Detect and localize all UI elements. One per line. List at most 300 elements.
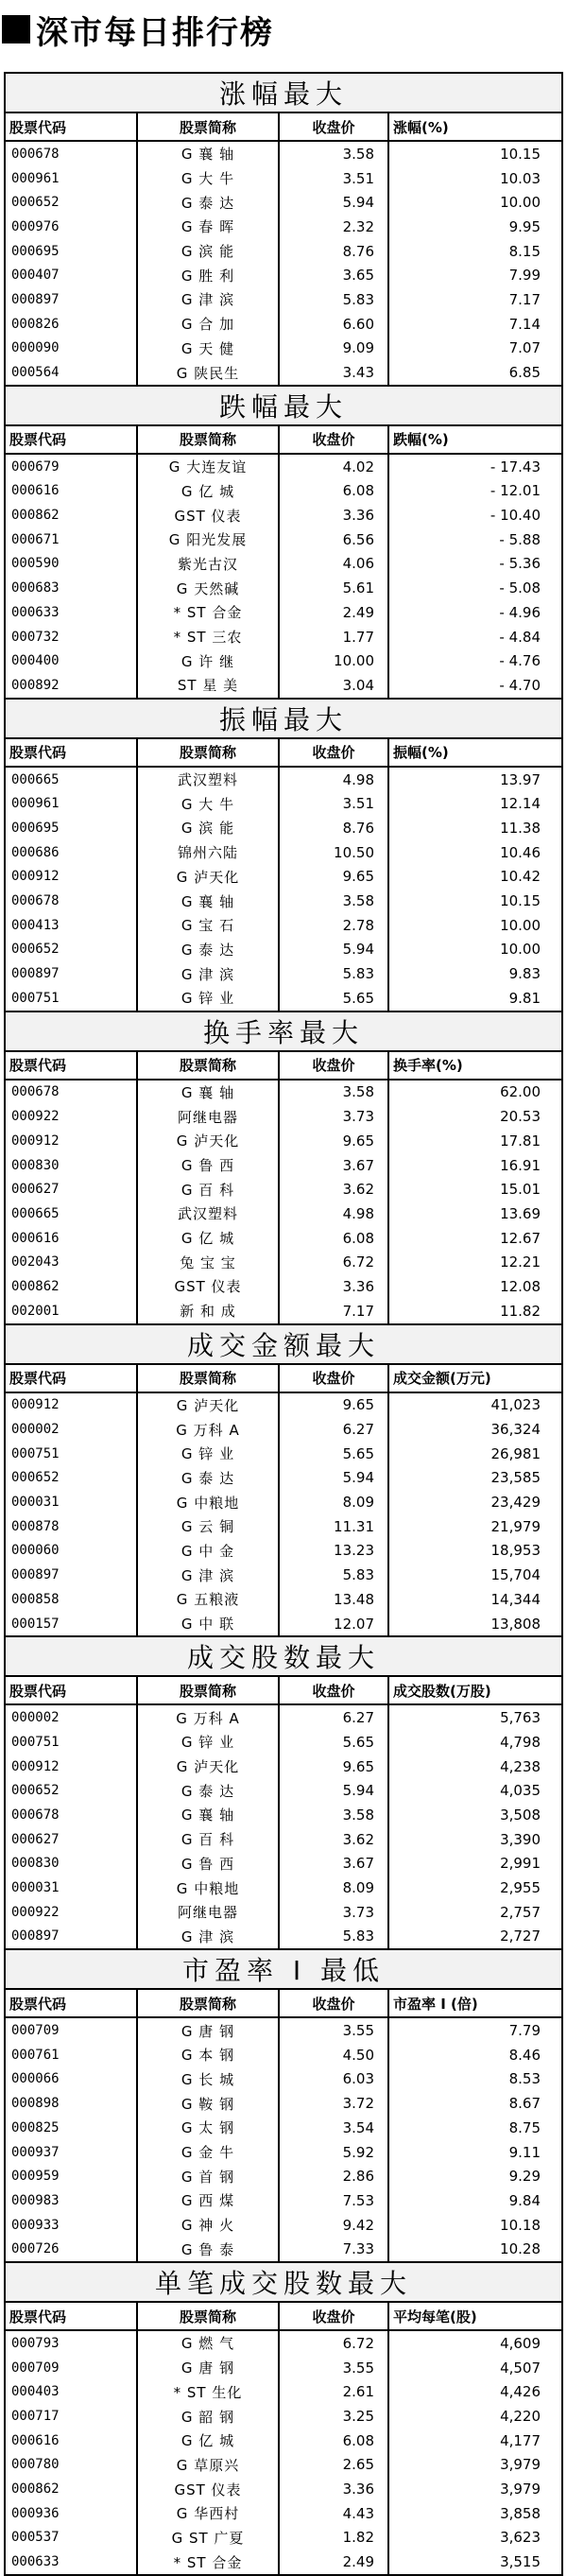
column-header-close-price: 收盘价 xyxy=(279,1676,388,1704)
table-row xyxy=(5,2091,562,2116)
close-price: 7.33 xyxy=(279,2237,388,2262)
metric-value: 5,763 xyxy=(500,1709,541,1727)
close-price: 6.03 xyxy=(279,2067,388,2092)
close-price: 1.77 xyxy=(279,625,388,649)
stock-code: 000936 xyxy=(5,2501,137,2526)
metric-value: - 5.08 xyxy=(499,579,541,597)
metric-value: 21,979 xyxy=(490,1517,541,1535)
metric-value: 13,808 xyxy=(490,1615,541,1633)
table-row xyxy=(5,141,562,166)
stock-code: 000633 xyxy=(5,2550,137,2575)
metric-value: 7.99 xyxy=(508,267,541,285)
metric-value: 8.67 xyxy=(508,2095,541,2113)
close-price: 3.73 xyxy=(279,1104,388,1129)
stock-name: 新 和 成 xyxy=(137,1299,279,1324)
stock-name: G ST 广夏 xyxy=(137,2526,279,2550)
close-price: 5.83 xyxy=(279,961,388,986)
stock-name: G 中 金 xyxy=(137,1539,279,1564)
stock-code: 000912 xyxy=(5,1755,137,1779)
table-row xyxy=(5,312,562,337)
close-price: 3.65 xyxy=(279,263,388,287)
column-header-stock-name: 股票简称 xyxy=(137,1364,279,1392)
stock-code: 000751 xyxy=(5,1730,137,1755)
stock-code: 000616 xyxy=(5,2429,137,2453)
metric-value: - 5.88 xyxy=(499,530,541,548)
stock-name: 武汉塑料 xyxy=(137,1202,279,1226)
stock-code: 000652 xyxy=(5,938,137,962)
column-header-stock-code: 股票代码 xyxy=(5,425,137,454)
stock-code: 000878 xyxy=(5,1514,137,1539)
table-row xyxy=(5,1392,562,1418)
stock-name: G 万科 A xyxy=(137,1417,279,1442)
column-header-metric-value: 跌幅(%) xyxy=(388,425,562,454)
metric-value: - 17.43 xyxy=(490,458,541,475)
stock-code: 000686 xyxy=(5,840,137,865)
close-price: 2.49 xyxy=(279,600,388,625)
metric-value: 20.53 xyxy=(500,1108,541,1126)
close-price: 2.78 xyxy=(279,913,388,938)
stock-code: 000937 xyxy=(5,2140,137,2165)
table-row xyxy=(5,913,562,938)
stock-code: 000665 xyxy=(5,767,137,792)
table-row xyxy=(5,1080,562,1105)
close-price: 3.55 xyxy=(279,2356,388,2380)
close-price: 6.08 xyxy=(279,479,388,504)
column-header-close-price: 收盘价 xyxy=(279,1364,388,1392)
table-row xyxy=(5,2429,562,2453)
stock-code: 000678 xyxy=(5,1080,137,1105)
table-row xyxy=(5,1704,562,1730)
stock-name: G 锌 业 xyxy=(137,1730,279,1755)
stock-code: 000961 xyxy=(5,791,137,816)
stock-name: G 鲁 西 xyxy=(137,1153,279,1178)
close-price: 2.86 xyxy=(279,2164,388,2188)
close-price: 10.00 xyxy=(279,648,388,673)
column-header-row xyxy=(5,425,562,454)
stock-code: 000933 xyxy=(5,2213,137,2238)
table-row xyxy=(5,1803,562,1827)
close-price: 4.98 xyxy=(279,767,388,792)
close-price: 2.61 xyxy=(279,2380,388,2405)
metric-value: 17.81 xyxy=(500,1132,541,1150)
stock-code: 000683 xyxy=(5,576,137,600)
stock-code: 000858 xyxy=(5,1587,137,1612)
stock-code: 000590 xyxy=(5,552,137,577)
metric-value: 2,757 xyxy=(500,1903,541,1921)
metric-value: - 10.40 xyxy=(490,507,541,525)
stock-name: G 陕民生 xyxy=(137,360,279,386)
stock-name: G 春 晖 xyxy=(137,215,279,239)
metric-value: 8.53 xyxy=(508,2070,541,2088)
metric-value: 10.46 xyxy=(500,843,541,861)
metric-value: 9.81 xyxy=(508,989,541,1007)
metric-value: 10.00 xyxy=(500,194,541,212)
close-price: 3.55 xyxy=(279,2017,388,2043)
metric-value: 4,426 xyxy=(500,2383,541,2401)
section-title: 振幅最大 xyxy=(5,700,562,738)
section-amount-top xyxy=(4,1325,563,1638)
section-title: 市盈率 I 最低 xyxy=(5,1950,562,1989)
table-row xyxy=(5,479,562,504)
stock-code: 000826 xyxy=(5,312,137,337)
close-price: 3.67 xyxy=(279,1852,388,1876)
stock-code: 000090 xyxy=(5,337,137,361)
metric-value: 10.15 xyxy=(500,145,541,163)
stock-code: 000830 xyxy=(5,1153,137,1178)
metric-value: 3,508 xyxy=(500,1806,541,1824)
metric-value: 10.28 xyxy=(500,2240,541,2258)
close-price: 2.49 xyxy=(279,2550,388,2575)
stock-name: G 津 滨 xyxy=(137,1563,279,1587)
table-row xyxy=(5,503,562,527)
stock-name: G 泸天化 xyxy=(137,1129,279,1153)
table-row xyxy=(5,1925,562,1950)
close-price: 4.50 xyxy=(279,2043,388,2067)
metric-value: - 4.84 xyxy=(499,628,541,646)
metric-value: 11.38 xyxy=(500,819,541,837)
stock-name: 紫光古汉 xyxy=(137,552,279,577)
close-price: 3.51 xyxy=(279,166,388,191)
stock-name: * ST 生化 xyxy=(137,2380,279,2405)
stock-code: 000959 xyxy=(5,2164,137,2188)
metric-value: 4,798 xyxy=(500,1733,541,1751)
stock-name: G 金 牛 xyxy=(137,2140,279,2165)
stock-name: G 亿 城 xyxy=(137,2429,279,2453)
table-row xyxy=(5,1755,562,1779)
column-header-stock-name: 股票简称 xyxy=(137,112,279,141)
column-header-close-price: 收盘价 xyxy=(279,1051,388,1080)
title-square-icon xyxy=(2,15,30,43)
close-price: 9.09 xyxy=(279,337,388,361)
close-price: 3.58 xyxy=(279,1803,388,1827)
column-header-stock-code: 股票代码 xyxy=(5,2302,137,2330)
table-row xyxy=(5,1274,562,1299)
stock-name: * ST 合金 xyxy=(137,600,279,625)
table-row xyxy=(5,360,562,386)
close-price: 7.17 xyxy=(279,1299,388,1324)
metric-value: 10.00 xyxy=(500,941,541,959)
column-header-stock-name: 股票简称 xyxy=(137,738,279,767)
column-header-metric-value: 平均每笔(股) xyxy=(388,2302,562,2330)
stock-name: G 襄 轴 xyxy=(137,1803,279,1827)
stock-name: 兔 宝 宝 xyxy=(137,1250,279,1274)
stock-code: 000671 xyxy=(5,527,137,552)
metric-value: 3,623 xyxy=(500,2529,541,2547)
stock-code: 000897 xyxy=(5,287,137,312)
table-row xyxy=(5,1514,562,1539)
stock-name: 锦州六陆 xyxy=(137,840,279,865)
metric-value: 15,704 xyxy=(490,1566,541,1584)
metric-value: 12.67 xyxy=(500,1229,541,1247)
stock-name: G 滨 能 xyxy=(137,816,279,840)
stock-code: 000912 xyxy=(5,1392,137,1418)
close-price: 3.36 xyxy=(279,1274,388,1299)
table-row xyxy=(5,600,562,625)
section-title: 涨幅最大 xyxy=(5,73,562,112)
metric-value: 4,220 xyxy=(500,2408,541,2426)
stock-name: G 首 钢 xyxy=(137,2164,279,2188)
table-row xyxy=(5,576,562,600)
close-price: 6.56 xyxy=(279,527,388,552)
metric-value: 11.82 xyxy=(500,1302,541,1320)
metric-value: 62.00 xyxy=(500,1083,541,1101)
stock-code: 000726 xyxy=(5,2237,137,2262)
close-price: 6.60 xyxy=(279,312,388,337)
stock-name: G 泰 达 xyxy=(137,1778,279,1803)
table-row xyxy=(5,673,562,699)
column-header-close-price: 收盘价 xyxy=(279,738,388,767)
close-price: 5.65 xyxy=(279,1442,388,1466)
close-price: 9.65 xyxy=(279,1392,388,1418)
stock-code: 000627 xyxy=(5,1177,137,1202)
stock-code: 000862 xyxy=(5,503,137,527)
metric-value: - 4.96 xyxy=(499,603,541,621)
stock-code: 000031 xyxy=(5,1490,137,1514)
stock-code: 000695 xyxy=(5,816,137,840)
close-price: 10.50 xyxy=(279,840,388,865)
stock-name: G 泸天化 xyxy=(137,1392,279,1418)
metric-value: 7.79 xyxy=(508,2022,541,2040)
metric-value: 13.69 xyxy=(500,1204,541,1222)
stock-name: G 云 铜 xyxy=(137,1514,279,1539)
close-price: 4.43 xyxy=(279,2501,388,2526)
close-price: 5.83 xyxy=(279,1563,388,1587)
metric-value: 13.97 xyxy=(500,770,541,788)
stock-name: G 津 滨 xyxy=(137,961,279,986)
stock-code: 000751 xyxy=(5,986,137,1011)
stock-name: G 泰 达 xyxy=(137,190,279,215)
stock-name: G 襄 轴 xyxy=(137,141,279,166)
close-price: 11.31 xyxy=(279,1514,388,1539)
column-header-stock-name: 股票简称 xyxy=(137,425,279,454)
table-row xyxy=(5,239,562,264)
stock-name: G 韶 钢 xyxy=(137,2404,279,2429)
stock-code: 000922 xyxy=(5,1104,137,1129)
stock-code: 000898 xyxy=(5,2091,137,2116)
close-price: 6.72 xyxy=(279,2330,388,2356)
column-header-metric-value: 涨幅(%) xyxy=(388,112,562,141)
stock-code: 000400 xyxy=(5,648,137,673)
table-row xyxy=(5,1827,562,1852)
column-header-row xyxy=(5,2302,562,2330)
stock-name: G 锌 业 xyxy=(137,986,279,1011)
column-header-row xyxy=(5,1364,562,1392)
close-price: 8.76 xyxy=(279,239,388,264)
table-row xyxy=(5,1852,562,1876)
column-header-metric-value: 成交金额(万元) xyxy=(388,1364,562,1392)
section-title: 换手率最大 xyxy=(5,1012,562,1051)
metric-value: 8.75 xyxy=(508,2118,541,2136)
metric-value: 3,858 xyxy=(500,2504,541,2522)
metric-value: 18,953 xyxy=(490,1542,541,1560)
metric-value: 2,727 xyxy=(500,1928,541,1945)
table-row xyxy=(5,215,562,239)
close-price: 13.48 xyxy=(279,1587,388,1612)
stock-code: 000695 xyxy=(5,239,137,264)
stock-name: G 燃 气 xyxy=(137,2330,279,2356)
stock-name: G 泰 达 xyxy=(137,1466,279,1491)
metric-value: 41,023 xyxy=(490,1396,541,1414)
section-amplitude-top xyxy=(4,700,563,1012)
section-turnover-top xyxy=(4,1012,563,1325)
stock-name: G 亿 城 xyxy=(137,479,279,504)
stock-name: G 神 火 xyxy=(137,2213,279,2238)
stock-code: 000825 xyxy=(5,2116,137,2140)
stock-name: G 鲁 泰 xyxy=(137,2237,279,2262)
metric-value: 6.85 xyxy=(508,364,541,382)
metric-value: 9.83 xyxy=(508,965,541,983)
stock-code: 000678 xyxy=(5,141,137,166)
table-row xyxy=(5,1104,562,1129)
close-price: 6.72 xyxy=(279,1250,388,1274)
stock-name: G 津 滨 xyxy=(137,1925,279,1950)
table-row xyxy=(5,454,562,479)
table-row xyxy=(5,2116,562,2140)
stock-code: 000564 xyxy=(5,360,137,386)
close-price: 3.54 xyxy=(279,2116,388,2140)
close-price: 7.53 xyxy=(279,2188,388,2213)
close-price: 9.42 xyxy=(279,2213,388,2238)
table-row xyxy=(5,865,562,890)
column-header-stock-code: 股票代码 xyxy=(5,1051,137,1080)
table-row xyxy=(5,337,562,361)
column-header-stock-name: 股票简称 xyxy=(137,1676,279,1704)
column-header-row xyxy=(5,738,562,767)
table-row xyxy=(5,1876,562,1900)
table-row xyxy=(5,1730,562,1755)
close-price: 3.36 xyxy=(279,503,388,527)
stock-name: G 百 科 xyxy=(137,1827,279,1852)
stock-code: 000652 xyxy=(5,190,137,215)
stock-name: G 许 继 xyxy=(137,648,279,673)
section-title: 成交金额最大 xyxy=(5,1325,562,1364)
close-price: 5.83 xyxy=(279,287,388,312)
metric-value: 2,991 xyxy=(500,1855,541,1873)
stock-name: G 草原兴 xyxy=(137,2453,279,2478)
metric-value: - 5.36 xyxy=(499,555,541,573)
metric-value: 4,177 xyxy=(500,2431,541,2449)
stock-name: G 泰 达 xyxy=(137,938,279,962)
close-price: 6.27 xyxy=(279,1704,388,1730)
table-row xyxy=(5,1299,562,1324)
stock-name: G 西 煤 xyxy=(137,2188,279,2213)
close-price: 5.94 xyxy=(279,1466,388,1491)
stock-name: G 鞍 钢 xyxy=(137,2091,279,2116)
stock-code: 000751 xyxy=(5,1442,137,1466)
stock-code: 000537 xyxy=(5,2526,137,2550)
ranking-sections xyxy=(4,72,561,2576)
metric-value: 10.03 xyxy=(500,169,541,187)
metric-value: 8.15 xyxy=(508,242,541,260)
stock-code: 000912 xyxy=(5,1129,137,1153)
metric-value: 9.95 xyxy=(508,217,541,235)
table-row xyxy=(5,2213,562,2238)
stock-code: 000892 xyxy=(5,673,137,699)
stock-code: 000066 xyxy=(5,2067,137,2092)
metric-value: 36,324 xyxy=(490,1421,541,1439)
stock-name: G 本 钢 xyxy=(137,2043,279,2067)
stock-code: 000922 xyxy=(5,1900,137,1925)
close-price: 4.02 xyxy=(279,454,388,479)
close-price: 5.61 xyxy=(279,576,388,600)
metric-value: 26,981 xyxy=(490,1444,541,1462)
metric-value: 12.14 xyxy=(500,795,541,813)
metric-value: 7.14 xyxy=(508,315,541,333)
metric-value: 3,515 xyxy=(500,2553,541,2571)
table-row xyxy=(5,287,562,312)
stock-code: 000780 xyxy=(5,2453,137,2478)
table-row xyxy=(5,2067,562,2092)
stock-code: 000961 xyxy=(5,166,137,191)
metric-value: - 4.76 xyxy=(499,652,541,670)
close-price: 5.94 xyxy=(279,938,388,962)
stock-name: * ST 三农 xyxy=(137,625,279,649)
close-price: 3.43 xyxy=(279,360,388,386)
close-price: 5.92 xyxy=(279,2140,388,2165)
metric-value: 10.18 xyxy=(500,2216,541,2234)
title-bar xyxy=(0,0,567,59)
metric-value: 10.42 xyxy=(500,868,541,886)
metric-value: 4,238 xyxy=(500,1757,541,1775)
stock-code: 000761 xyxy=(5,2043,137,2067)
table-row xyxy=(5,1226,562,1251)
table-row xyxy=(5,1466,562,1491)
table-row xyxy=(5,2043,562,2067)
stock-code: 000652 xyxy=(5,1466,137,1491)
close-price: 9.65 xyxy=(279,1755,388,1779)
close-price: 3.58 xyxy=(279,1080,388,1105)
column-header-stock-code: 股票代码 xyxy=(5,1676,137,1704)
table-row xyxy=(5,2550,562,2575)
close-price: 1.82 xyxy=(279,2526,388,2550)
stock-code: 000897 xyxy=(5,961,137,986)
stock-name: G 中粮地 xyxy=(137,1490,279,1514)
table-row xyxy=(5,2453,562,2478)
stock-code: 000678 xyxy=(5,1803,137,1827)
table-row xyxy=(5,190,562,215)
section-loss-top xyxy=(4,387,563,700)
stock-name: ST 星 美 xyxy=(137,673,279,699)
column-header-stock-name: 股票简称 xyxy=(137,2302,279,2330)
column-header-stock-name: 股票简称 xyxy=(137,1051,279,1080)
close-price: 5.94 xyxy=(279,1778,388,1803)
metric-value: 23,429 xyxy=(490,1494,541,1512)
stock-name: G 宝 石 xyxy=(137,913,279,938)
column-header-metric-value: 振幅(%) xyxy=(388,738,562,767)
table-row xyxy=(5,816,562,840)
metric-value: 14,344 xyxy=(490,1590,541,1608)
table-row xyxy=(5,648,562,673)
metric-value: 4,609 xyxy=(500,2334,541,2352)
close-price: 3.62 xyxy=(279,1177,388,1202)
table-row xyxy=(5,1563,562,1587)
metric-value: 7.17 xyxy=(508,290,541,308)
stock-code: 000983 xyxy=(5,2188,137,2213)
stock-code: 000616 xyxy=(5,1226,137,1251)
close-price: 6.27 xyxy=(279,1417,388,1442)
stock-code: 000060 xyxy=(5,1539,137,1564)
table-row xyxy=(5,961,562,986)
column-header-close-price: 收盘价 xyxy=(279,2302,388,2330)
stock-name: G 大连友谊 xyxy=(137,454,279,479)
stock-name: G 滨 能 xyxy=(137,239,279,264)
section-gain-top xyxy=(4,72,563,387)
close-price: 2.65 xyxy=(279,2453,388,2478)
close-price: 8.09 xyxy=(279,1876,388,1900)
metric-value: - 4.70 xyxy=(499,676,541,694)
column-header-metric-value: 市盈率 I (倍) xyxy=(388,1989,562,2017)
table-row xyxy=(5,1612,562,1637)
